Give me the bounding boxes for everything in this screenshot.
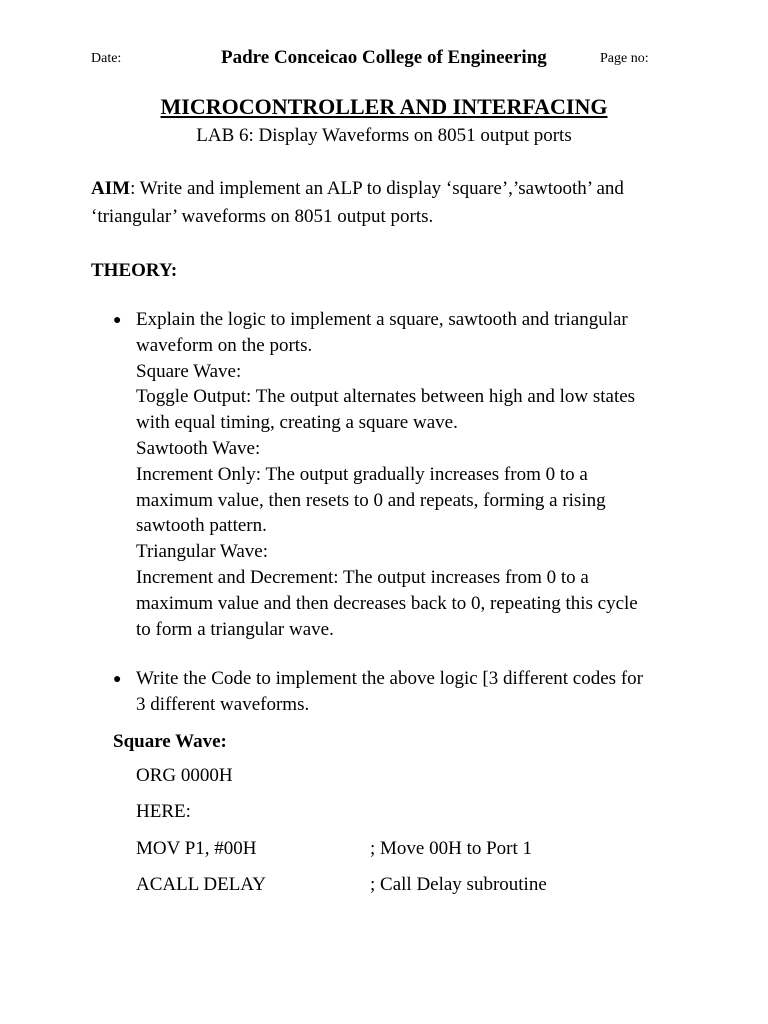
- code-instruction: MOV P1, #00H: [136, 838, 257, 859]
- theory-line: Explain the logic to implement a square, sawtooth and triangular: [136, 309, 628, 330]
- theory-line: Increment Only: The output gradually increases from 0 to a: [136, 463, 588, 485]
- aim-text-line-2: ‘triangular’ waveforms on 8051 output ports.: [91, 206, 434, 227]
- theory-bullet-1: [136, 307, 638, 642]
- theory-line: maximum value and then decreases back to 0, repeating this cycle: [136, 592, 638, 614]
- aim-label: AIM: [91, 178, 131, 199]
- code-instruction: ACALL DELAY: [136, 874, 267, 895]
- bullet-2: ●: [113, 672, 122, 687]
- code-comment: ; Call Delay subroutine: [370, 874, 547, 895]
- college-name: Padre Conceicao College of Engineering: [221, 47, 547, 68]
- aim-paragraph: [91, 175, 624, 231]
- theory-line: Toggle Output: The output alternates between high and low states: [136, 386, 636, 408]
- aim-text-line-1: : Write and implement an ALP to display ‘square’,’sawtooth’ and: [130, 178, 624, 199]
- theory-line: waveform on the ports.: [136, 334, 313, 356]
- code-instruction: HERE:: [136, 801, 191, 822]
- date-label: Date:: [91, 51, 122, 66]
- code-comment: ; Move 00H to Port 1: [370, 838, 533, 859]
- theory-line: maximum value, then resets to 0 and repeats, forming a rising: [136, 489, 606, 511]
- theory-line: Triangular Wave:: [136, 541, 268, 563]
- bullet-1: ●: [113, 313, 122, 328]
- theory-line: 3 different waveforms.: [136, 693, 310, 715]
- code-instruction: ORG 0000H: [136, 765, 233, 786]
- page-number-label: Page no:: [600, 51, 649, 66]
- theory-heading: THEORY:: [91, 260, 178, 281]
- code-heading: Square Wave:: [113, 731, 227, 752]
- theory-bullet-2: [136, 666, 643, 718]
- page-title: MICROCONTROLLER AND INTERFACING: [160, 94, 608, 119]
- theory-line: Square Wave:: [136, 360, 242, 382]
- theory-line: with equal timing, creating a square wave.: [136, 412, 458, 434]
- theory-line: Write the Code to implement the above logic [3 different codes for: [136, 668, 643, 689]
- theory-line: to form a triangular wave.: [136, 618, 334, 640]
- theory-line: Sawtooth Wave:: [136, 437, 261, 459]
- theory-line: Increment and Decrement: The output increases from 0 to a: [136, 566, 589, 588]
- lab-subtitle: LAB 6: Display Waveforms on 8051 output ports: [196, 125, 572, 146]
- theory-line: sawtooth pattern.: [136, 515, 267, 537]
